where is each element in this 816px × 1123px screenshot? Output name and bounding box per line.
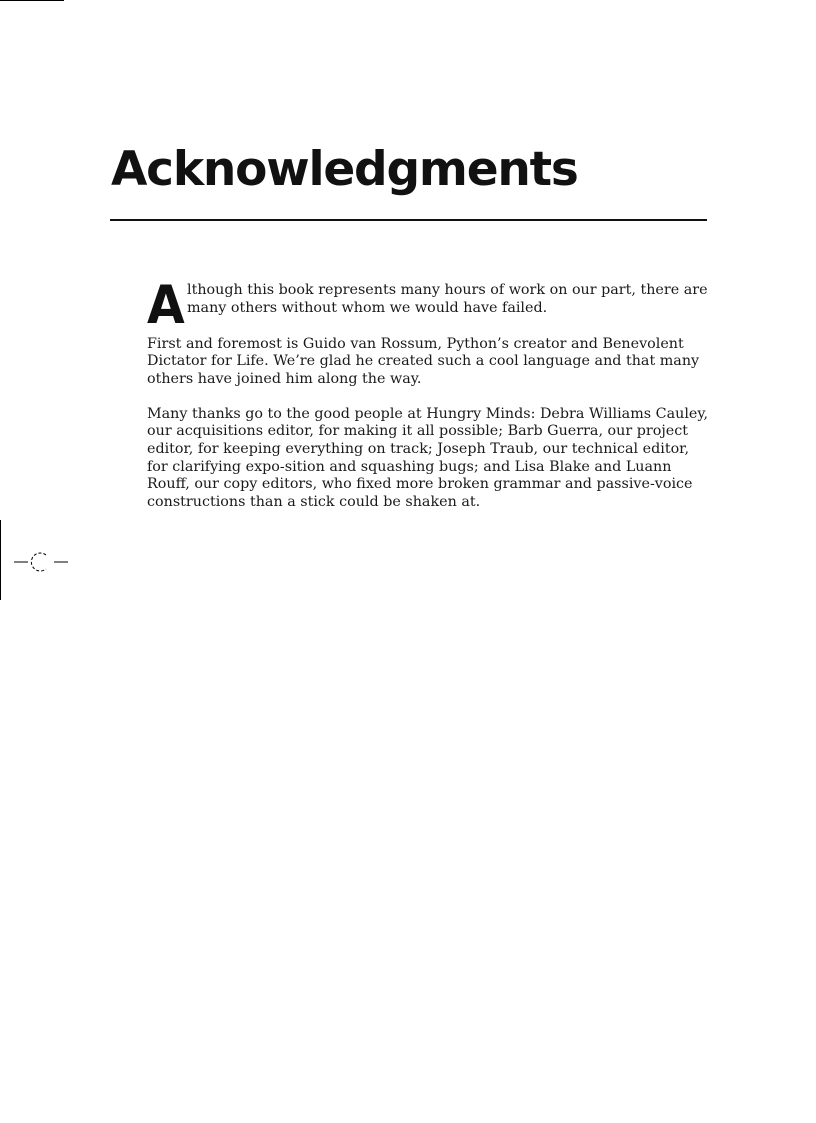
drop-cap: A: [147, 275, 185, 336]
crop-mark-top: [0, 0, 64, 1]
page-title: Acknowledgments: [111, 142, 578, 197]
paragraph-guido: First and foremost is Guido van Rossum, Python’s creator and Benevolent Dictator for Life. We’re glad he created such a cool language and that many others have joined him along the way.: [147, 335, 700, 387]
intro-paragraph: [147, 275, 709, 336]
body-text: [147, 275, 709, 529]
crop-mark-left: [0, 520, 1, 600]
registration-mark-icon: [14, 549, 68, 575]
intro-text: lthough this book represents many hours of work on our part, there are many others without whom we would have failed.: [187, 282, 708, 316]
title-underline: [110, 219, 707, 221]
paragraph-thanks: Many thanks go to the good people at Hungry Minds: Debra Williams Cauley, our acquisitions editor, for making it all possible; Barb Guerra, our project editor, for keeping everything on track; Joseph Traub, our technical editor, for clarifying expo-sition and squashing bugs; and Lisa Blake and Luann Rouff, our copy editors, who fixed more broken grammar and passive-voice constructions than a stick could be shaken at.: [147, 405, 709, 510]
